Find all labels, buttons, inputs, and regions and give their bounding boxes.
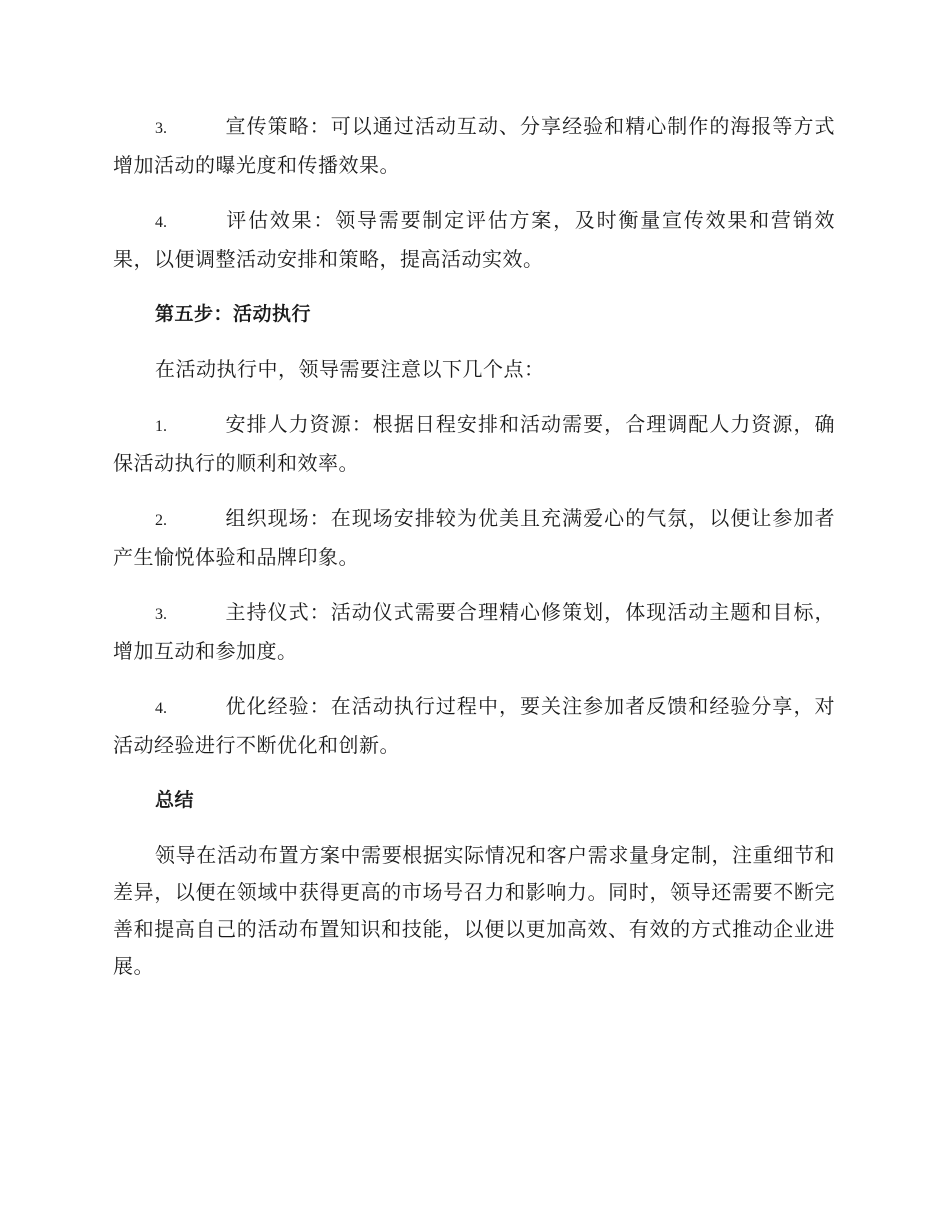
list-item xyxy=(113,406,835,482)
summary-heading: 总结 xyxy=(155,789,195,811)
list-item xyxy=(113,594,835,670)
document-body xyxy=(113,108,835,1003)
list-text: 主持仪式：活动仪式需要合理精心修策划，体现活动主题和目标，增加互动和参加度。 xyxy=(113,600,835,663)
list-text: 宣传策略：可以通过活动互动、分享经验和精心制作的海报等方式增加活动的曝光度和传播效果。 xyxy=(113,114,835,177)
list-number: 4. xyxy=(155,214,167,231)
list-item xyxy=(113,500,835,576)
list-number: 3. xyxy=(155,606,167,623)
list-item xyxy=(113,108,835,184)
list-number: 4. xyxy=(155,700,167,717)
list-number: 3. xyxy=(155,120,167,137)
list-number: 1. xyxy=(155,418,167,435)
section-heading: 第五步：活动执行 xyxy=(155,303,312,325)
summary-paragraph: 领导在活动布置方案中需要根据实际情况和客户需求量身定制，注重细节和差异，以便在领域中获得更高的市场号召力和影响力。同时，领导还需要不断完善和提高自己的活动布置知识和技能，以便以更加高效、有效的方式推动企业进展。 xyxy=(113,843,835,978)
list-item xyxy=(113,688,835,764)
list-item xyxy=(113,202,835,278)
list-text: 安排人力资源：根据日程安排和活动需要，合理调配人力资源，确保活动执行的顺利和效率。 xyxy=(113,412,835,475)
list-number: 2. xyxy=(155,512,167,529)
list-text: 组织现场：在现场安排较为优美且充满爱心的气氛，以便让参加者产生愉悦体验和品牌印象。 xyxy=(113,506,835,569)
list-text: 优化经验：在活动执行过程中，要关注参加者反馈和经验分享，对活动经验进行不断优化和创新。 xyxy=(113,694,835,757)
intro-paragraph: 在活动执行中，领导需要注意以下几个点： xyxy=(155,357,545,381)
list-text: 评估效果：领导需要制定评估方案，及时衡量宣传效果和营销效果，以便调整活动安排和策略，提高活动实效。 xyxy=(113,208,835,271)
